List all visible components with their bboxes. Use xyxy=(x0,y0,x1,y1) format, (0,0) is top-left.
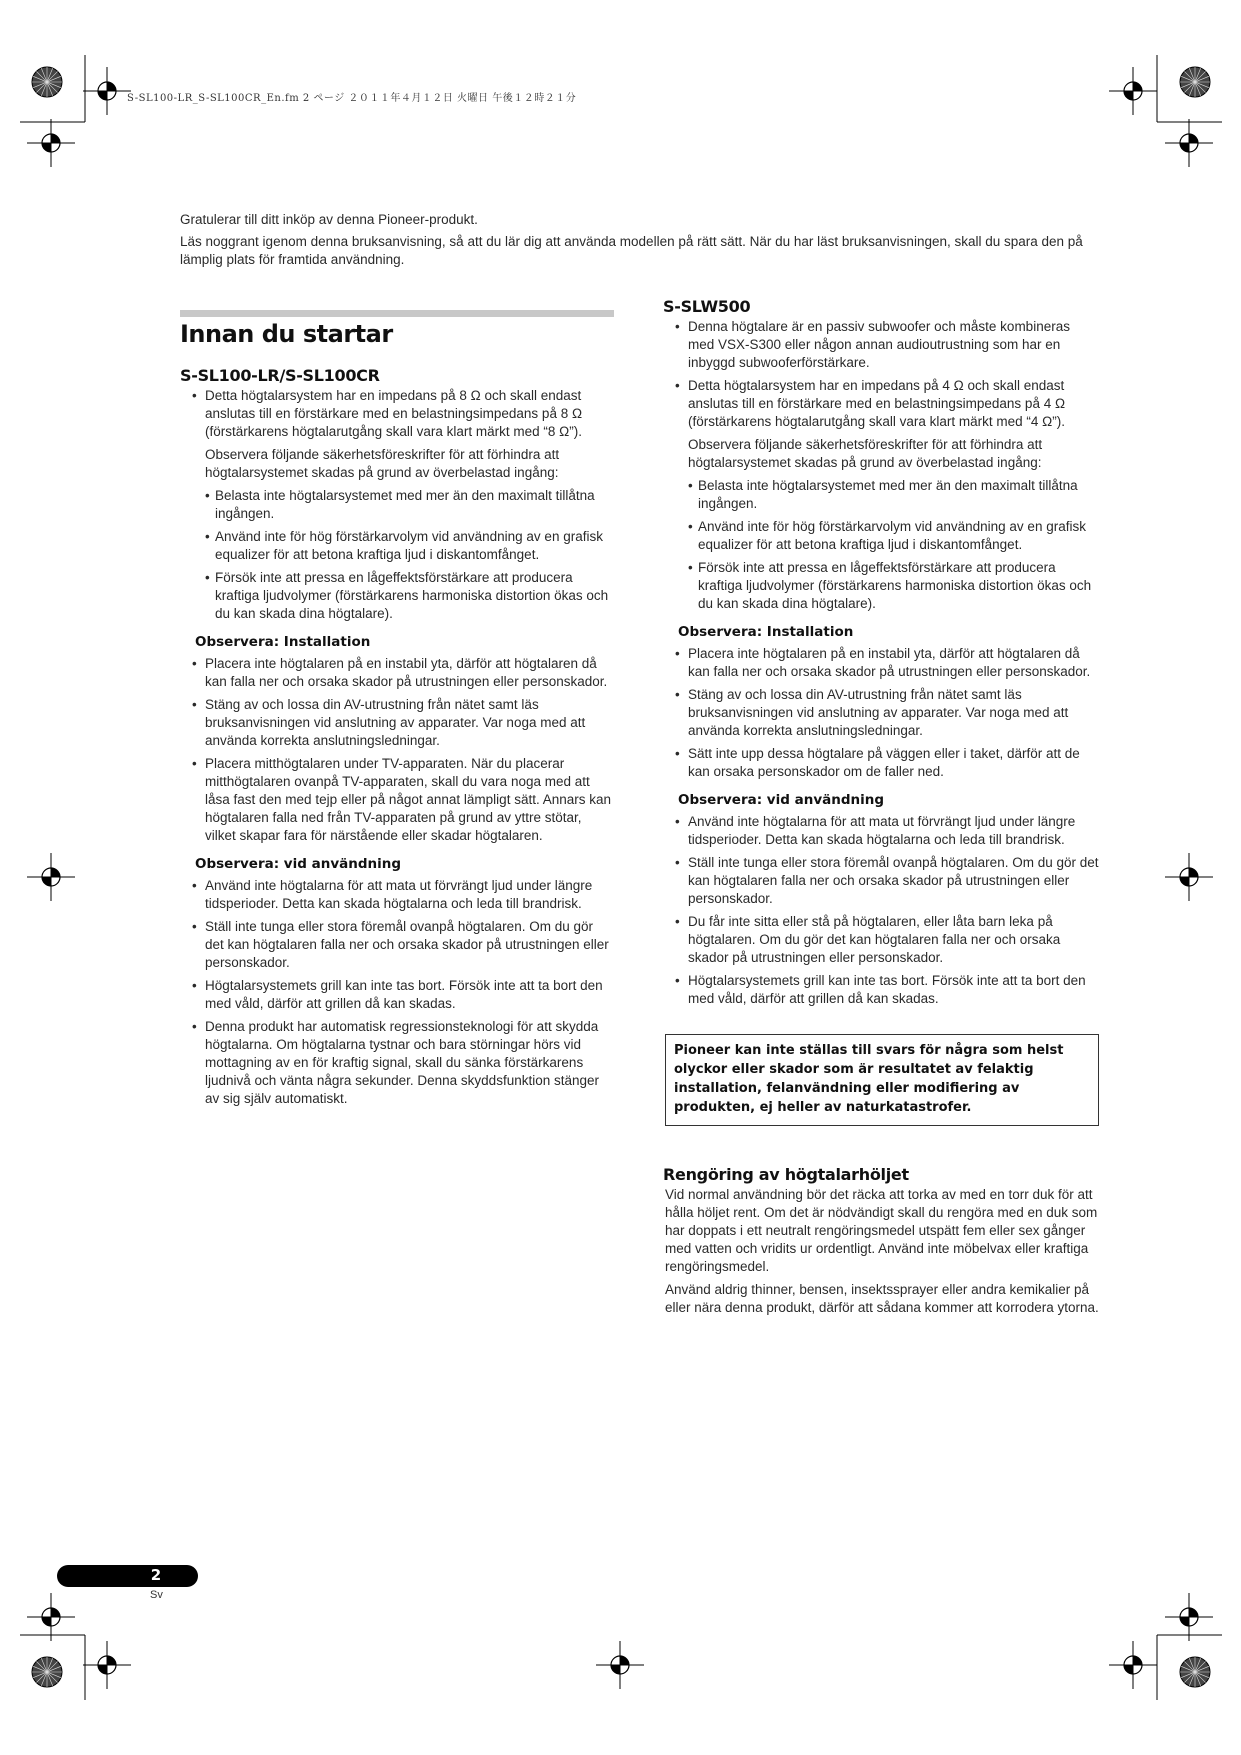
list-item: • Högtalarsystemets grill kan inte tas bort. Försök inte att ta bort den med våld, därför att grillen då kan skadas. xyxy=(180,977,614,1013)
list-item: • Stäng av och lossa din AV-utrustning från nätet samt läs bruksanvisningen vid anslutning av apparater. Var noga med att använda korrekta anslutningsledningar. xyxy=(180,696,614,750)
cleaning-paragraph: Använd aldrig thinner, bensen, insektssprayer eller andra kemikalier på eller nära denna produkt, därför att sådana kommer att korrodera ytorna. xyxy=(665,1282,1099,1315)
list-item: • Använd inte högtalarna för att mata ut förvrängt ljud under längre tidsperioder. Detta kan skada högtalarna och leda till brandrisk. xyxy=(180,877,614,913)
installation-list xyxy=(663,645,1099,781)
intro-congratulations: Gratulerar till ditt inköp av denna Pioneer-produkt. xyxy=(180,212,478,227)
list-item: • Använd inte för hög förstärkarvolym vid användning av en grafisk equalizer för att betona kraftiga ljud i diskantomfånget. xyxy=(205,528,614,564)
section-title: Innan du startar xyxy=(180,320,393,348)
usage-heading: Observera: vid användning xyxy=(678,792,885,808)
list-item: • Försök inte att pressa en lågeffektsförstärkare att producera kraftiga ljudvolymer (förstärkarens harmoniska distortion ökas och du kan skada dina högtalare). xyxy=(205,569,614,623)
list-item: • Placera mitthögtalaren under TV-apparaten. När du placerar mitthögtalaren ovanpå TV-apparaten, skall du vara noga med att låsa fast den med tejp eller på något annat lämpligt sätt. Annars kan högtalaren falla ned från TV-apparaten på grund av yttre stötar, vilket skapar fara för närstående eller skadar högtalaren. xyxy=(180,755,614,845)
precautions-intro: Observera följande säkerhetsföreskrifter för att förhindra att högtalarsystemet skadas på grund av överbelastad ingång: xyxy=(205,447,560,480)
precautions-list xyxy=(663,477,1099,613)
installation-heading: Observera: Installation xyxy=(678,624,854,640)
section-rule xyxy=(180,310,614,317)
model-heading: S-SLW500 xyxy=(663,297,751,316)
usage-list xyxy=(663,813,1099,1008)
usage-heading: Observera: vid användning xyxy=(195,856,402,872)
cleaning-heading: Rengöring av högtalarhöljet xyxy=(663,1165,909,1184)
print-header: S-SL100-LR_S-SL100CR_En.fm 2 ページ ２０１１年４月１２日 火曜日 午後１２時２１分 xyxy=(127,93,577,104)
list-item: • Placera inte högtalaren på en instabil yta, därför att högtalaren då kan falla ner och orsaka skador på utrustningen eller personskador. xyxy=(663,645,1099,681)
page-language: Sv xyxy=(150,1589,163,1601)
list-item: • Denna produkt har automatisk regressionsteknologi för att skydda högtalarna. Om högtalarna tystnar och bara störningar hörs vid mottagning av en för kraftig signal, skall du sänka förstärkarens ljudnivå och vänta några sekunder. Denna skyddsfunktion stänger av sig själv automatiskt. xyxy=(180,1018,614,1108)
liability-warning-box: Pioneer kan inte ställas till svars för några som helst olyckor eller skador som är resultatet av felaktig installation, felanvändning eller modifiering av produkten, ej heller av naturkatastrofer. xyxy=(665,1034,1099,1126)
installation-list xyxy=(180,655,614,845)
impedance-note: • Detta högtalarsystem har en impedans på 4 Ω och skall endast anslutas till en förstärkare med en belastningsimpedans på 4 Ω (förstärkarens högtalarutgång skall vara klart märkt med “4 Ω”). xyxy=(663,377,1099,431)
usage-list xyxy=(180,877,614,1108)
list-item: • Sätt inte upp dessa högtalare på väggen eller i taket, därför att de kan orsaka personskador om de faller ned. xyxy=(663,745,1099,781)
list-item: • Belasta inte högtalarsystemet med mer än den maximalt tillåtna ingången. xyxy=(205,487,614,523)
subwoofer-note: • Denna högtalare är en passiv subwoofer och måste kombineras med VSX-S300 eller någon annan audioutrustning som har en inbyggd subwooferförstärkare. xyxy=(663,318,1099,372)
list-item: • Ställ inte tunga eller stora föremål ovanpå högtalaren. Om du gör det kan högtalaren falla ner och orsaka skador på utrustningen eller personskador. xyxy=(663,854,1099,908)
list-item: • Ställ inte tunga eller stora föremål ovanpå högtalaren. Om du gör det kan högtalaren falla ner och orsaka skador på utrustningen eller personskador. xyxy=(180,918,614,972)
intro-read-manual: Läs noggrant igenom denna bruksanvisning, så att du lär dig att använda modellen på rätt sätt. När du har läst bruksanvisningen, skall du spara den på lämplig plats för framtida användning. xyxy=(180,234,1083,267)
list-item: • Högtalarsystemets grill kan inte tas bort. Försök inte att ta bort den med våld, därför att grillen då kan skadas. xyxy=(663,972,1099,1008)
list-item: • Belasta inte högtalarsystemet med mer än den maximalt tillåtna ingången. xyxy=(688,477,1099,513)
precautions-intro: Observera följande säkerhetsföreskrifter för att förhindra att högtalarsystemet skadas på grund av överbelastad ingång: xyxy=(688,437,1043,470)
installation-heading: Observera: Installation xyxy=(195,634,371,650)
list-item: • Försök inte att pressa en lågeffektsförstärkare att producera kraftiga ljudvolymer (förstärkarens harmoniska distortion ökas och du kan skada dina högtalare). xyxy=(688,559,1099,613)
precautions-list xyxy=(180,487,614,623)
impedance-note: • Detta högtalarsystem har en impedans på 8 Ω och skall endast anslutas till en förstärkare med en belastningsimpedans på 8 Ω (förstärkarens högtalarutgång skall vara klart märkt med “8 Ω”). xyxy=(180,387,614,441)
right-column xyxy=(663,298,1099,1322)
list-item: • Använd inte högtalarna för att mata ut förvrängt ljud under längre tidsperioder. Detta kan skada högtalarna och leda till brandrisk. xyxy=(663,813,1099,849)
list-item: • Använd inte för hög förstärkarvolym vid användning av en grafisk equalizer för att betona kraftiga ljud i diskantomfånget. xyxy=(688,518,1099,554)
list-item: • Stäng av och lossa din AV-utrustning från nätet samt läs bruksanvisningen vid anslutning av apparater. Var noga med att använda korrekta anslutningsledningar. xyxy=(663,686,1099,740)
list-item: • Placera inte högtalaren på en instabil yta, därför att högtalaren då kan falla ner och orsaka skador på utrustningen eller personskador. xyxy=(180,655,614,691)
cleaning-paragraph: Vid normal användning bör det räcka att torka av med en torr duk för att hålla höljet rent. Om det är nödvändigt skall du rengöra med en duk som har doppats i ett neutralt rengöringsmedel utspätt fem eller sex gånger med vatten och vridits ur ordentligt. Använd inte möbelvax eller kraftiga rengöringsmedel. xyxy=(665,1187,1098,1274)
page-number: 2 xyxy=(150,1566,162,1584)
intro xyxy=(180,211,1100,273)
impedance-list xyxy=(180,387,614,441)
subwoofer-list xyxy=(663,318,1099,431)
left-column xyxy=(180,310,614,1113)
model-heading: S-SL100-LR/S-SL100CR xyxy=(180,366,380,385)
list-item: • Du får inte sitta eller stå på högtalaren, eller låta barn leka på högtalaren. Om du gör det kan högtalaren falla ner och orsaka skador på utrustningen eller personskador. xyxy=(663,913,1099,967)
